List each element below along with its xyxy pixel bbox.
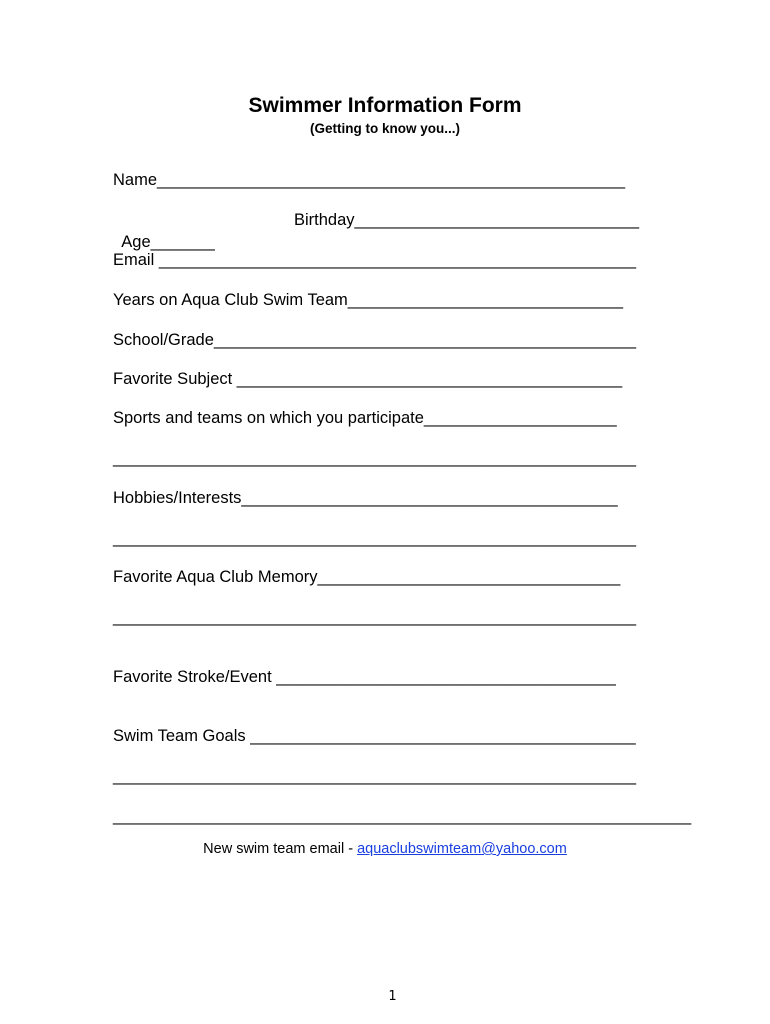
sports-teams-field[interactable]: Sports and teams on which you participate_____________________ bbox=[113, 409, 617, 427]
swim-goals-field[interactable]: Swim Team Goals __________________________________________ bbox=[113, 727, 636, 745]
email-field[interactable]: Email ____________________________________________________ bbox=[113, 251, 637, 269]
form-subtitle: (Getting to know you...) bbox=[310, 121, 460, 136]
swim-goals-line-2[interactable]: _________________________________________________________ bbox=[113, 767, 637, 785]
swim-goals-line-3[interactable]: _______________________________________________________________ bbox=[113, 807, 692, 825]
team-email-link[interactable]: aquaclubswimteam@yahoo.com bbox=[357, 841, 567, 857]
years-on-team-field[interactable]: Years on Aqua Club Swim Team______________________________ bbox=[113, 291, 624, 309]
age-field[interactable]: Age_______ bbox=[121, 233, 215, 251]
favorite-subject-field[interactable]: Favorite Subject __________________________________________ bbox=[113, 370, 623, 388]
name-field[interactable]: Name___________________________________________________ bbox=[113, 171, 626, 189]
page-number: 1 bbox=[388, 989, 397, 1004]
school-grade-field[interactable]: School/Grade______________________________________________ bbox=[113, 331, 637, 349]
form-title: Swimmer Information Form bbox=[248, 94, 522, 117]
hobbies-field[interactable]: Hobbies/Interests_________________________________________ bbox=[113, 489, 618, 507]
favorite-memory-field[interactable]: Favorite Aqua Club Memory_________________________________ bbox=[113, 568, 621, 586]
footer-note bbox=[0, 839, 770, 859]
favorite-memory-line-2[interactable]: _________________________________________________________ bbox=[113, 608, 637, 626]
footer-prefix: New swim team email - bbox=[203, 841, 358, 857]
birthday-field[interactable]: Birthday_______________________________ bbox=[294, 211, 640, 229]
hobbies-line-2[interactable]: _________________________________________________________ bbox=[113, 529, 637, 547]
sports-teams-line-2[interactable]: _________________________________________________________ bbox=[113, 449, 637, 467]
favorite-stroke-field[interactable]: Favorite Stroke/Event _____________________________________ bbox=[113, 668, 616, 686]
